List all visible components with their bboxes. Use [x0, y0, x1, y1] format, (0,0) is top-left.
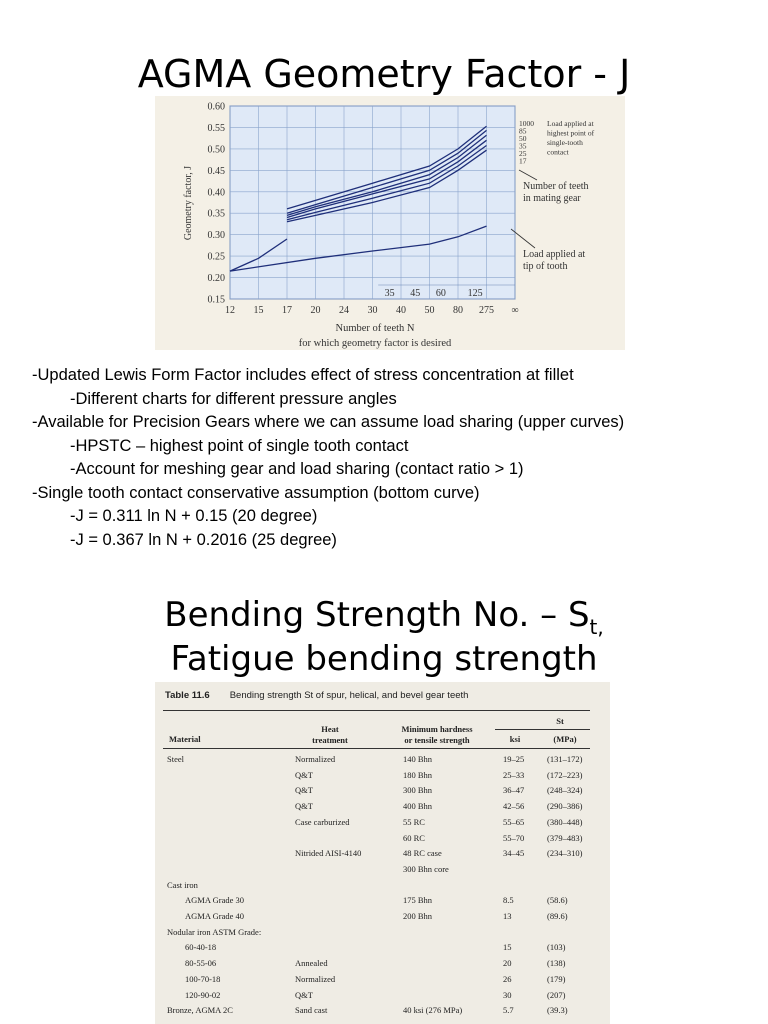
y-tick-label: 0.15: [207, 294, 225, 306]
header-hardness-line2: or tensile strength: [404, 735, 470, 745]
annotation-bottom-line: tip of tooth: [523, 261, 568, 272]
table-cell-hardness: 40 ksi (276 MPa): [403, 1005, 463, 1016]
table-cell-material: Nodular iron ASTM Grade:: [167, 926, 262, 937]
header-heat-line1: Heat: [321, 724, 339, 734]
table-cell-mpa: (172–223): [547, 769, 583, 780]
table-cell-material: Steel: [167, 754, 184, 764]
header-hardness-line1: Minimum hardness: [401, 724, 473, 734]
inner-axis-label: 45: [410, 288, 421, 299]
y-axis-label: Geometry factor, J: [183, 165, 194, 241]
table-cell-mpa: (290–386): [547, 801, 583, 812]
table-cell-material: AGMA Grade 30: [185, 895, 245, 906]
header-material: Material: [169, 734, 201, 744]
table-cell-mpa: (138): [547, 958, 566, 969]
note-line: -Different charts for different pressure angles: [70, 389, 397, 408]
table-cell-mpa: (248–324): [547, 785, 583, 796]
header-ksi: ksi: [509, 734, 521, 744]
table-cell-hardness: 400 Bhn: [403, 801, 433, 812]
slide-title-geometry-factor: AGMA Geometry Factor - J: [137, 52, 631, 96]
table-cell-hardness: 300 Bhn: [403, 785, 433, 796]
table-cell-ksi: 36–47: [503, 785, 525, 796]
table-cell-treatment: Normalized: [295, 754, 336, 764]
annotation-mid-line: in mating gear: [523, 193, 581, 204]
y-tick-label: 0.35: [207, 208, 225, 220]
x-tick-label: 30: [367, 305, 378, 316]
x-tick-label: 80: [453, 305, 463, 316]
table-cell-mpa: (58.6): [547, 895, 568, 906]
inner-axis-label: 60: [435, 288, 446, 299]
note-line: -J = 0.367 ln N + 0.2016 (25 degree): [70, 530, 337, 549]
table-cell-ksi: 19–25: [503, 754, 525, 764]
table-cell-mpa: (39.3): [547, 1005, 568, 1016]
x-tick-label: 24: [339, 305, 349, 316]
table-cell-hardness: 200 Bhn: [403, 911, 433, 921]
annotation-top-line: Load applied at: [547, 119, 594, 128]
table-cell-hardness: 55 RC: [403, 816, 425, 827]
table-cell-ksi: 5.7: [503, 1005, 514, 1016]
y-tick-label: 0.25: [207, 251, 225, 263]
chart-svg: [155, 96, 625, 350]
table-cell-ksi: 20: [503, 958, 512, 969]
table-cell-mpa: (179): [547, 973, 566, 984]
slide-title-bending-strength: [0, 597, 768, 638]
table-cell-treatment: Q&T: [295, 785, 313, 796]
table-cell-mpa: (89.6): [547, 911, 568, 921]
note-line: -J = 0.311 ln N + 0.15 (20 degree): [70, 507, 318, 525]
table-cell-material: Cast iron: [167, 879, 198, 890]
table-cell-hardness: 180 Bhn: [403, 769, 433, 780]
header-heat-line2: treatment: [312, 735, 348, 745]
bending-strength-table: [155, 682, 610, 1024]
mating-teeth-label: 1000: [519, 119, 534, 128]
annotation-top-line: single-tooth: [547, 138, 583, 147]
table-cell-mpa: (207): [547, 989, 566, 1000]
x-tick-label: 40: [396, 305, 406, 316]
table-cell-treatment: Q&T: [295, 989, 313, 1000]
x-tick-label: 12: [225, 305, 235, 316]
table-cell-ksi: 26: [503, 973, 512, 984]
table-cell-treatment: Normalized: [295, 973, 336, 984]
slide-title-fatigue: Fatigue bending strength: [170, 639, 598, 679]
table-cell-ksi: 25–33: [503, 769, 525, 780]
table-cell-treatment: Q&T: [295, 801, 313, 812]
table-cell-hardness: 300 Bhn core: [403, 863, 449, 874]
x-axis-label-line2: for which geometry factor is desired: [298, 338, 452, 349]
table-cell-hardness: 140 Bhn: [403, 754, 433, 764]
table-rule-top: [163, 710, 590, 711]
annotation-top-line: highest point of: [547, 128, 595, 138]
y-tick-label: 0.50: [207, 144, 225, 156]
table-cell-ksi: 13: [503, 911, 512, 921]
note-line: -Account for meshing gear and load sharing (contact ratio > 1): [70, 460, 524, 478]
chart-annotations: [511, 119, 595, 272]
title-main-text: Bending Strength No. – S: [164, 595, 590, 635]
y-tick-label: 0.20: [207, 273, 225, 285]
table-cell-material: 80-55-06: [185, 958, 217, 969]
x-tick-label: 20: [310, 305, 321, 316]
table-cell-ksi: 30: [503, 989, 512, 1000]
y-tick-label: 0.45: [207, 165, 225, 177]
y-tick-label: 0.40: [207, 187, 225, 199]
table-cell-material: 120-90-02: [185, 989, 221, 1000]
annotation-arrow: [519, 170, 537, 180]
table-caption: [165, 690, 468, 701]
table-cell-treatment: Nitrided AISI-4140: [295, 848, 362, 859]
x-tick-label: 15: [253, 305, 264, 316]
mating-teeth-label: 25: [519, 149, 527, 158]
note-line: -Available for Precision Gears where we can assume load sharing (upper curves): [32, 413, 625, 431]
table-cell-material: 60-40-18: [185, 942, 217, 953]
inner-axis-label: 125: [467, 288, 483, 299]
table-rule-st: [495, 729, 590, 730]
inner-axis-label: 35: [384, 288, 395, 299]
table-cell-material: 100-70-18: [185, 973, 221, 984]
table-cell-ksi: 55–65: [503, 816, 525, 827]
table-cell-material: Bronze, AGMA 2C: [167, 1005, 233, 1016]
table-cell-hardness: 60 RC: [403, 832, 425, 843]
table-cell-mpa: (379–483): [547, 832, 583, 843]
table-cell-ksi: 55–70: [503, 832, 525, 843]
note-line: -Updated Lewis Form Factor includes effect of stress concentration at fillet: [32, 366, 574, 384]
mating-teeth-label: 35: [519, 141, 527, 151]
table-cell-material: AGMA Grade 40: [185, 911, 245, 921]
table-label: Table 11.6: [165, 690, 210, 701]
x-axis-label-line1: Number of teeth N: [335, 323, 415, 334]
mating-teeth-label: 85: [519, 126, 527, 136]
table-caption-text: Bending strength St of spur, helical, and bevel gear teeth: [229, 690, 469, 701]
header-mpa: (MPa): [553, 734, 577, 744]
table-cell-ksi: 8.5: [503, 895, 514, 906]
header-st: St: [556, 716, 564, 726]
header-heat-treatment: [285, 724, 375, 746]
table-cell-mpa: (131–172): [547, 754, 583, 764]
y-tick-label: 0.30: [207, 230, 225, 242]
mating-teeth-label: 50: [519, 134, 527, 143]
geometry-factor-chart: [155, 96, 625, 350]
x-tick-label: ∞: [511, 305, 519, 316]
table-cell-hardness: 175 Bhn: [403, 895, 433, 906]
x-tick-label: 17: [282, 305, 292, 316]
note-line: -HPSTC – highest point of single tooth contact: [70, 436, 409, 455]
table-cell-hardness: 48 RC case: [403, 848, 442, 859]
slide-notes: [32, 364, 752, 552]
title-subscript: t,: [589, 615, 604, 639]
table-rule-header: [163, 748, 590, 749]
table-cell-treatment: Annealed: [295, 958, 328, 969]
table-cell-treatment: Sand cast: [295, 1005, 328, 1016]
annotation-bottom-line: Load applied at: [523, 249, 586, 260]
table-cell-mpa: (234–310): [547, 848, 583, 859]
x-tick-label: 275: [479, 305, 494, 316]
header-hardness: [387, 724, 487, 746]
x-tick-label: 50: [424, 305, 435, 316]
table-cell-treatment: Q&T: [295, 769, 313, 780]
table-cell-treatment: Case carburized: [295, 816, 350, 827]
annotation-mid-line: Number of teeth: [523, 181, 589, 192]
table-cell-ksi: 15: [503, 942, 512, 953]
y-tick-label: 0.55: [207, 122, 225, 134]
note-line: -Single tooth contact conservative assumption (bottom curve): [32, 483, 480, 502]
table-cell-mpa: (103): [547, 942, 566, 953]
annotation-top-line: contact: [547, 147, 569, 157]
table-cell-ksi: 34–45: [503, 848, 525, 859]
table-cell-ksi: 42–56: [503, 801, 525, 812]
y-tick-label: 0.60: [207, 101, 225, 113]
table-cell-mpa: (380–448): [547, 816, 583, 827]
mating-teeth-label: 17: [519, 156, 527, 166]
